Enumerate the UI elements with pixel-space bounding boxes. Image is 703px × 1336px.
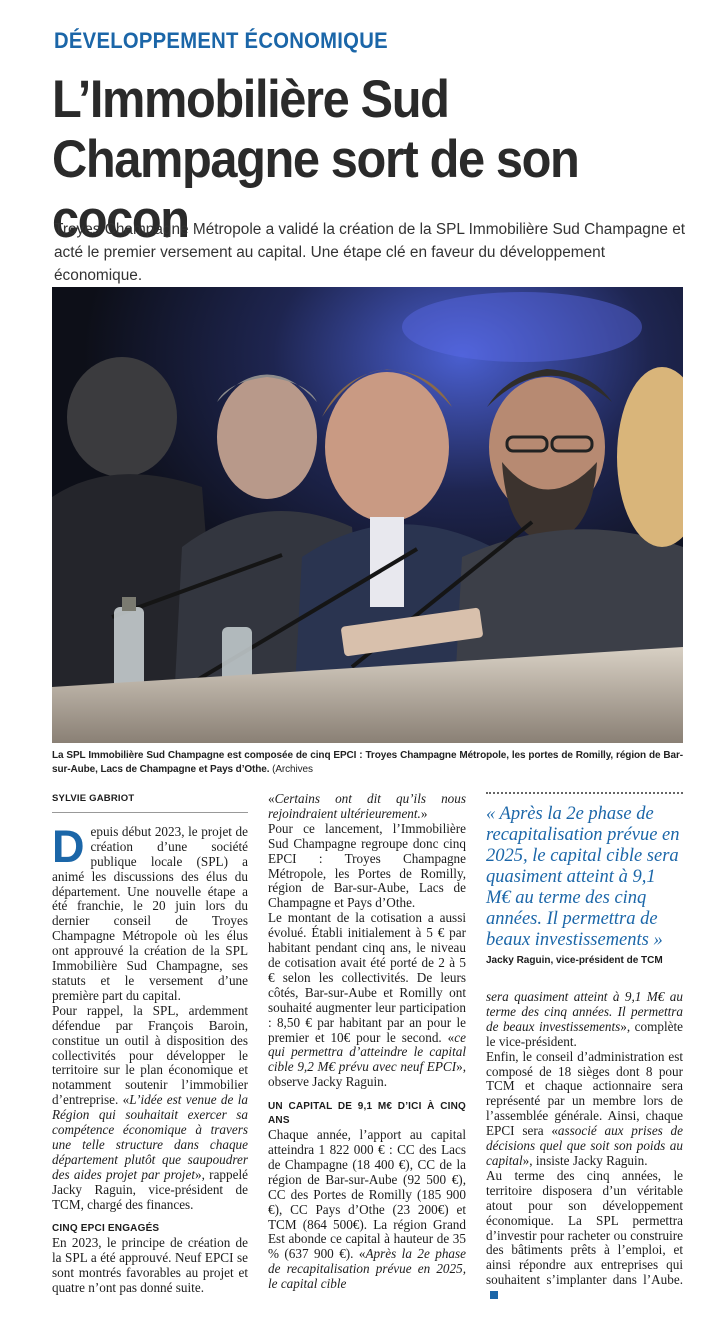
photo-caption [52,749,683,777]
paragraph: Le montant de la cotisation a aussi évolué. Établi initialement à 5 € par habitant pendant cinq ans, le niveau de cotisation avait été porté de 2 à 5 € selon les collectivités. De leurs côtés, Bar-sur-Aube et Romilly ont souhaité augmenter leur participation : 8,50 € par habitant par an pour le premier et 10€ pour le second. «ce qui permettra d’atteindre le capital cible 9,2 M€ prévu avec neuf EPCI», observe Jacky Raguin. [268,910,466,1090]
subhead: UN CAPITAL DE 9,1 M€ D’ICI À CINQ ANS [268,1101,466,1127]
photo-illustration [52,287,683,743]
paragraph: «Certains ont dit qu’ils nous rejoindraient ultérieurement.» [268,791,466,821]
pull-quote-author: Jacky Raguin, vice-président de TCM [486,955,663,966]
drop-cap: D [52,820,85,872]
pull-quote [486,792,683,966]
paragraph: Au terme des cinq années, le territoire disposera d’un véritable atout pour son développement économique. La SPL permettra d’investir pour racheter ou construire des bâtiments prêts à l’emploi, et ainsi répondre aux entreprises qui souhaitent s’implanter dans l’Aube. [486,1169,683,1303]
paragraph: Enfin, le conseil d’administration est composé de 18 sièges dont 8 pour TCM et chaque actionnaire sera représenté par un membre lors de l’assemblée générale. Ainsi, chaque EPCI sera «associé aux prises de décisions quel que soit son poids au capital», insiste Jacky Raguin. [486,1048,683,1168]
paragraph: Pour ce lancement, l’Immobilière Sud Champagne regroupe donc cinq EPCI : Troyes Champagne Métropole, les Portes de Romilly, région de Bar-sur-Aube, Lacs de Champagne et Pays d’Othe. [268,820,466,911]
section-rubric: DÉVELOPPEMENT ÉCONOMIQUE [54,28,388,53]
article-column-3 [486,990,683,1303]
paragraph: Chaque année, l’apport au capital atteindra 1 822 000 € : CC des Lacs de Champagne (18 400 €), CC de la région de Bar-sur-Aube (92 500 €), CC des Portes de Romilly (185 900 €), CC Pays d’Othe (23 200€) et TCM (864 500€). La région Grand Est abonde ce capital à hauteur de 35 % (637 900 €). «Après la 2e phase de recapitalisation prévue en 2025, le capital cible [268,1127,466,1292]
paragraph: sera quasiment atteint à 9,1 M€ au terme des cinq années. Il permettra de beaux investissements», complète le vice-président. [486,989,683,1049]
caption-text: La SPL Immobilière Sud Champagne est composée de cinq EPCI : Troyes Champagne Métropole, les portes de Romilly, région de Bar-sur-Aube, Lacs de Champagne et Pays d’Othe. [52,750,683,775]
paragraph: En 2023, le principe de création de la SPL a été approuvé. Neuf EPCI se sont montrés favorables au projet et quatre n’ont pas donné suite. [52,1235,248,1296]
dotted-rule [486,792,683,794]
author-byline: SYLVIE GABRIOT [52,792,248,813]
article-column-1 [52,792,248,1296]
pull-quote-text: « Après la 2e phase de recapitalisation prévue en 2025, le capital cible sera quasiment atteint à 9,1 M€ au terme des cinq années. Il permettra de beaux investissements » [486,804,680,950]
paragraph: Depuis début 2023, le projet de création d’une société publique locale (SPL) a animé les discussions des élus du département. Une nouvelle étape a été franchie, le 20 juin lors du dernier conseil de Troyes Champagne Métropole où les élus ont approuvé la création de la SPL Immobilière Sud Champagne, ses statuts et le versement d’une première part du capital. [52,820,248,1003]
article-column-2 [268,792,466,1292]
paragraph: Pour rappel, la SPL, ardemment défendue par François Baroin, constitue un outil à disposition des collectivités pour développer le territoire sur le plan économique et notamment soutenir l’immobilier d’entreprise. «L’idée est venue de la Région qui souhaitait exercer sa compétence économique à travers une telle structure dans chaque département plutôt que saupoudrer des aides projet par projet», rappelé Jacky Raguin, vice-président de TCM, chargé des finances. [52,1002,248,1212]
article-headline: L’Immobilière Sud Champagne sort de son cocon [52,70,579,249]
article-photo [52,287,683,743]
subhead: CINQ EPCI ENGAGÉS [52,1223,160,1235]
article-standfirst: Troyes Champagne Métropole a validé la création de la SPL Immobilière Sud Champagne et acté le premier versement au capital. Une étape clé en faveur du développement économique. [54,221,686,284]
caption-credit: (Archives [272,764,313,775]
end-of-article-mark [490,1291,498,1299]
